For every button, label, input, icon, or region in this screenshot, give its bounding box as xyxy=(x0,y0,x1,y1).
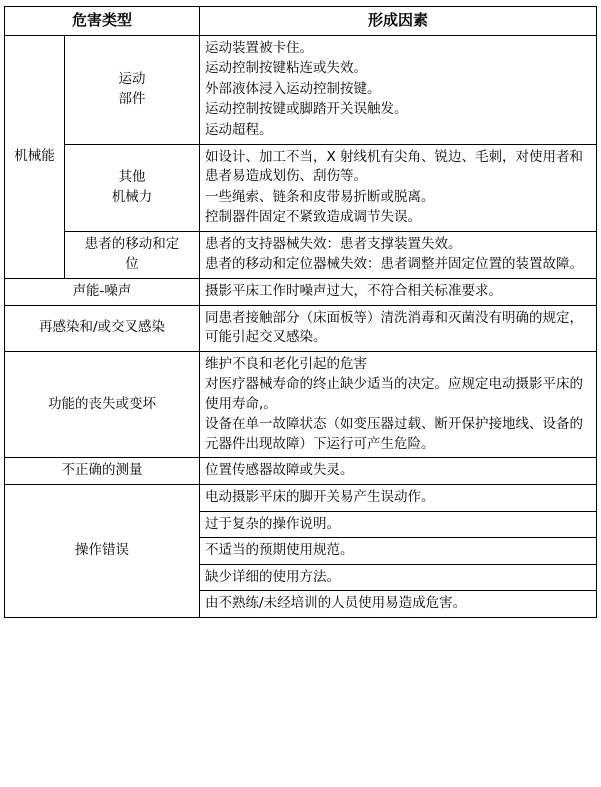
factor-item: 对医疗器械寿命的终止缺少适当的决定。应规定电动摄影平床的使用寿命,。 xyxy=(205,376,584,412)
factor-list-incorrect-measurement xyxy=(200,458,597,485)
subcategory-line: 机械力 xyxy=(111,188,153,205)
subcategory-line: 位 xyxy=(125,255,139,272)
factor-item: 同患者接触部分（床面板等）清洗消毒和灭菌没有明确的规定，可能引起交叉感染。 xyxy=(205,309,584,346)
factor-list-moving-parts xyxy=(200,35,597,144)
category-mechanical-energy: 机械能 xyxy=(5,35,65,278)
subcategory-other-mechanical-force xyxy=(65,144,200,231)
category-loss-or-degradation-of-function: 功能的丧失或变坏 xyxy=(5,351,200,458)
table-row xyxy=(5,485,597,512)
table-row xyxy=(5,35,597,144)
factor-item-row xyxy=(200,591,597,618)
factor-item-row xyxy=(200,485,597,512)
factor-item: 维护不良和老化引起的危害 xyxy=(205,355,368,372)
category-reinfection-cross-infection: 再感染和/或交叉感染 xyxy=(5,305,200,351)
factor-item: 外部液体浸入运动控制按键。 xyxy=(205,80,381,97)
table-row xyxy=(5,351,597,458)
factor-item: 运动超程。 xyxy=(205,122,273,138)
subcategory-line: 其他 xyxy=(118,169,146,186)
factor-item-row xyxy=(200,511,597,538)
factor-item: 不适当的预期使用规范。 xyxy=(205,542,354,559)
factor-item-row xyxy=(200,538,597,565)
factor-item: 位置传感器故障或失灵。 xyxy=(205,462,354,479)
factor-list-patient-movement-positioning xyxy=(200,231,597,278)
factor-list-other-mechanical-force xyxy=(200,144,597,231)
factor-item: 电动摄影平床的脚开关易产生误动作。 xyxy=(205,489,435,505)
table-row xyxy=(5,458,597,485)
factor-item: 过于复杂的操作说明。 xyxy=(205,515,341,532)
table-row xyxy=(5,278,597,305)
subcategory-line: 患者的移动和定 xyxy=(84,236,180,253)
table-row xyxy=(5,144,597,231)
factor-list-loss-or-degradation-of-function xyxy=(200,351,597,458)
subcategory-line: 部件 xyxy=(118,90,146,107)
factor-item: 运动控制按键或脚踏开关误触发。 xyxy=(205,101,408,118)
category-operating-error: 操作错误 xyxy=(5,485,200,618)
subcategory-line: 运动 xyxy=(118,71,146,88)
factor-item: 缺少详细的使用方法。 xyxy=(205,568,341,585)
factor-item-row xyxy=(200,564,597,591)
table-row xyxy=(5,231,597,278)
factor-item: 设备在单一故障状态（如变压器过载、断开保护接地线、设备的元器件出现故障）下运行可产生危险。 xyxy=(205,416,584,452)
table-header-row xyxy=(5,7,597,36)
factor-list-reinfection-cross-infection xyxy=(200,305,597,351)
subcategory-patient-movement-positioning xyxy=(65,231,200,278)
factor-item: 如设计、加工不当，X 射线机有尖角、锐边、毛刺，对使用者和患者易造成划伤、刮伤等。 xyxy=(205,148,584,185)
factor-item: 控制器件固定不紧致造成调节失误。 xyxy=(205,209,422,226)
table-row xyxy=(5,305,597,351)
factor-item: 一些绳索、链条和皮带易折断或脱离。 xyxy=(205,188,435,205)
factor-item: 患者的移动和定位器械失效：患者调整并固定位置的装置故障。 xyxy=(205,256,584,273)
factor-item: 运动装置被卡住。 xyxy=(205,39,314,56)
factor-list-acoustic-noise xyxy=(200,278,597,305)
column-header-hazard-type: 危害类型 xyxy=(5,7,200,36)
factor-item: 摄影平床工作时噪声过大，不符合相关标准要求。 xyxy=(205,282,503,299)
factor-item: 运动控制按键粘连或失效。 xyxy=(205,60,368,77)
subcategory-moving-parts xyxy=(65,35,200,144)
category-incorrect-measurement: 不正确的测量 xyxy=(5,458,200,485)
factor-item: 患者的支持器械失效：患者支撑装置失效。 xyxy=(205,235,462,252)
column-header-cause-factor: 形成因素 xyxy=(200,7,597,36)
hazard-analysis-table xyxy=(4,6,597,618)
factor-item: 由不熟练/未经培训的人员使用易造成危害。 xyxy=(205,595,467,612)
category-acoustic-noise: 声能-噪声 xyxy=(5,278,200,305)
